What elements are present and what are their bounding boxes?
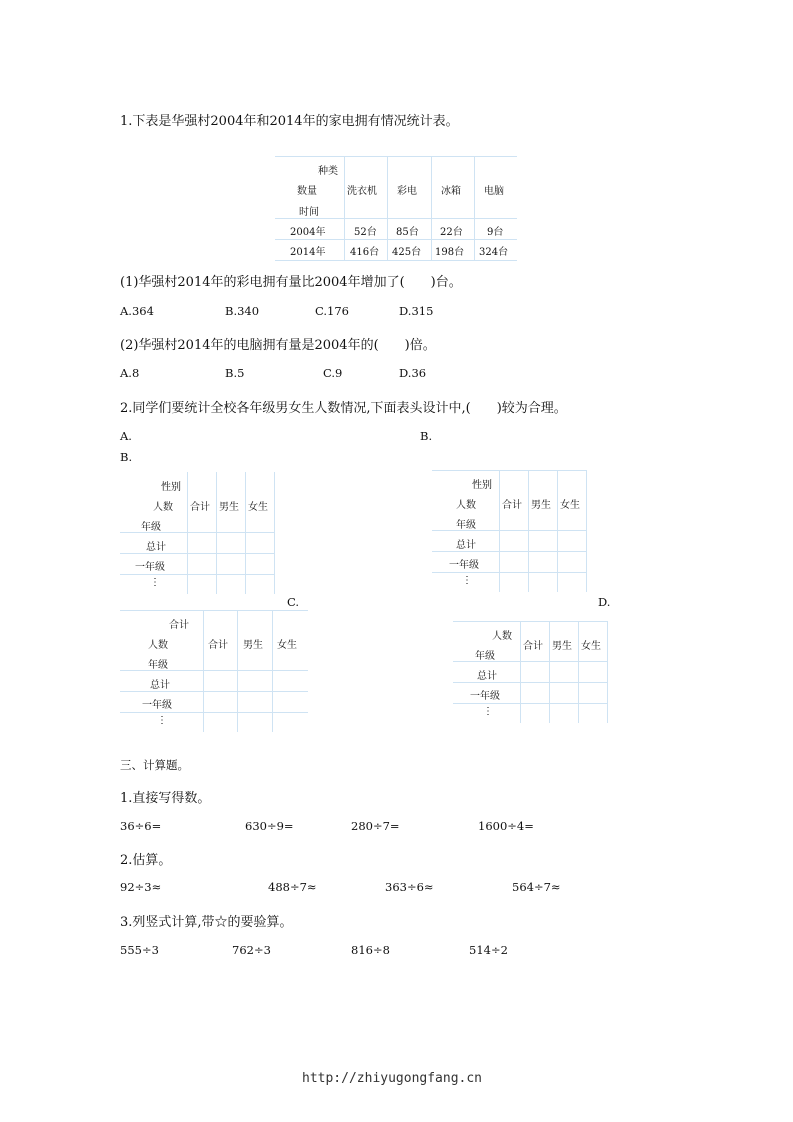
header-washer: 洗衣机	[347, 186, 377, 197]
row-ellipsis: ⋮	[483, 706, 493, 717]
option-a: A.364	[120, 304, 154, 318]
corner-gender: 性别	[472, 480, 492, 491]
label-d: D.	[598, 595, 611, 609]
header-total: 合计	[190, 502, 210, 513]
row-ellipsis: ⋮	[157, 715, 167, 726]
section3-heading: 三、计算题。	[120, 758, 189, 772]
option-a: A.8	[120, 366, 140, 380]
header-total: 合计	[523, 641, 543, 652]
vertical-calc-item: 816÷8	[351, 943, 390, 957]
corner-gender: 性别	[161, 482, 181, 493]
table-cell: 52台	[354, 227, 377, 238]
corner-count: 人数	[153, 502, 173, 513]
row-grade1: 一年级	[449, 560, 479, 571]
corner-count: 人数	[148, 640, 168, 651]
option-c: C.9	[323, 366, 343, 380]
estimate-item: 564÷7≈	[512, 880, 561, 894]
row-total: 总计	[146, 542, 166, 553]
option-b: B.340	[225, 304, 260, 318]
option-d: D.36	[399, 366, 427, 380]
option-b: B.5	[225, 366, 245, 380]
header-girls: 女生	[581, 641, 601, 652]
corner-grade: 年级	[475, 651, 495, 662]
label-c: C.	[287, 595, 300, 609]
label-b-left: B.	[120, 450, 133, 464]
header-fridge: 冰箱	[441, 186, 461, 197]
table-cell: 9台	[487, 227, 504, 238]
header-tv: 彩电	[397, 186, 417, 197]
footer-url[interactable]: http://zhiyugongfang.cn	[302, 1071, 483, 1086]
estimate-item: 488÷7≈	[268, 880, 317, 894]
estimate-item: 92÷3≈	[120, 880, 162, 894]
option-d: D.315	[399, 304, 434, 318]
corner-count: 人数	[456, 500, 476, 511]
table-cell: 85台	[396, 227, 419, 238]
header-girls: 女生	[277, 640, 297, 651]
header-boys: 男生	[243, 640, 263, 651]
header-computer: 电脑	[484, 186, 504, 197]
q1-sub2: (2)华强村2014年的电脑拥有量是2004年的( )倍。	[120, 338, 436, 353]
label-b-top: B.	[420, 429, 433, 443]
row-total: 总计	[477, 671, 497, 682]
corner-quantity: 数量	[297, 186, 317, 197]
row-ellipsis: ⋮	[150, 577, 160, 588]
header-boys: 男生	[531, 500, 551, 511]
header-girls: 女生	[560, 500, 580, 511]
header-total: 合计	[502, 500, 522, 511]
row-total: 总计	[150, 680, 170, 691]
row-grade1: 一年级	[142, 700, 172, 711]
corner-category: 种类	[318, 166, 338, 177]
vertical-calc-item: 555÷3	[120, 943, 159, 957]
corner-grade: 年级	[148, 660, 168, 671]
corner-grade: 年级	[456, 520, 476, 531]
table-cell: 198台	[435, 247, 465, 258]
row-ellipsis: ⋮	[462, 575, 472, 586]
row-grade1: 一年级	[135, 562, 165, 573]
part1-title: 1.直接写得数。	[120, 791, 211, 806]
q2-title: 2.同学们要统计全校各年级男女生人数情况,下面表头设计中,( )较为合理。	[120, 401, 567, 416]
part3-title: 3.列竖式计算,带☆的要验算。	[120, 915, 293, 930]
header-boys: 男生	[219, 502, 239, 513]
estimate-item: 363÷6≈	[385, 880, 434, 894]
calc-item: 1600÷4=	[478, 819, 534, 833]
label-a: A.	[120, 429, 132, 443]
vertical-calc-item: 762÷3	[232, 943, 271, 957]
table-cell: 416台	[350, 247, 380, 258]
corner-time: 时间	[299, 207, 319, 218]
q1-sub1: (1)华强村2014年的彩电拥有量比2004年增加了( )台。	[120, 275, 462, 290]
q1-title: 1.下表是华强村2004年和2014年的家电拥有情况统计表。	[120, 114, 459, 129]
calc-item: 630÷9=	[245, 819, 294, 833]
corner-total: 合计	[169, 620, 189, 631]
header-girls: 女生	[248, 502, 268, 513]
option-c: C.176	[315, 304, 349, 318]
calc-item: 280÷7=	[351, 819, 400, 833]
table-cell: 324台	[479, 247, 509, 258]
header-boys: 男生	[552, 641, 572, 652]
corner-count: 人数	[492, 631, 512, 642]
header-total: 合计	[208, 640, 228, 651]
calc-item: 36÷6=	[120, 819, 162, 833]
row-grade1: 一年级	[470, 691, 500, 702]
part2-title: 2.估算。	[120, 853, 172, 868]
corner-grade: 年级	[141, 522, 161, 533]
row-year-2014: 2014年	[290, 247, 326, 258]
row-total: 总计	[456, 540, 476, 551]
vertical-calc-item: 514÷2	[469, 943, 508, 957]
row-year-2004: 2004年	[290, 227, 326, 238]
table-cell: 22台	[440, 227, 463, 238]
table-cell: 425台	[392, 247, 422, 258]
